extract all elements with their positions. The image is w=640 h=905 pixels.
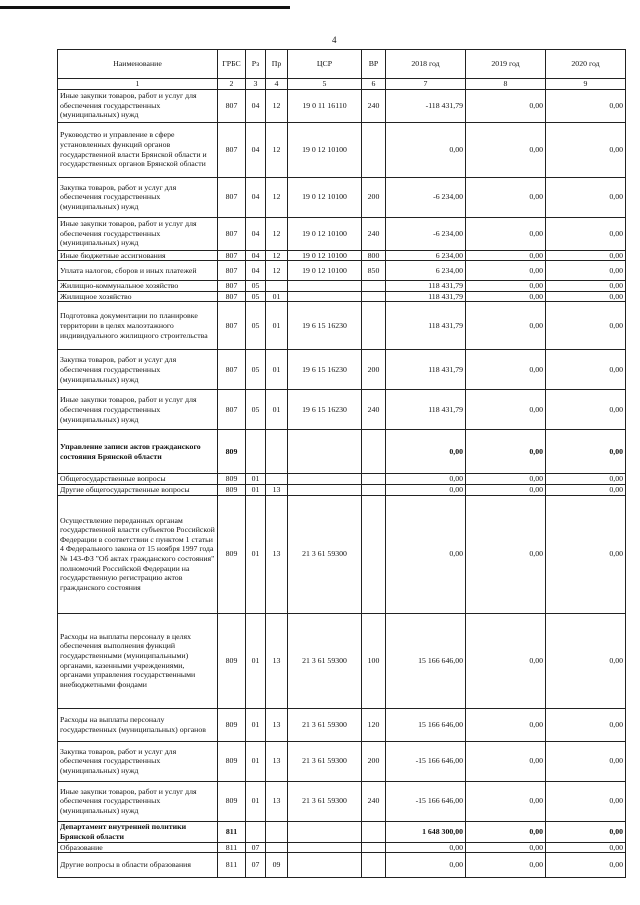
cell-y2019: 0,00 bbox=[466, 350, 546, 390]
cell-csr: 19 6 15 16230 bbox=[288, 390, 362, 430]
table-row bbox=[58, 613, 626, 708]
cell-y2018: 6 234,00 bbox=[386, 250, 466, 261]
cell-y2020: 0,00 bbox=[546, 350, 626, 390]
cell-rz: 07 bbox=[246, 853, 266, 878]
cell-vr bbox=[362, 291, 386, 302]
cell-name: Осуществление переданных органам государственной власти субъектов Российской Федерации в соответствии с пунктом 1 статьи 4 Федерального закона от 15 ноября 1997 года № 143-ФЗ "Об актах гражданского состояния" полномочий Российской Федерации на государственную регистрацию актов гражданского состояния bbox=[58, 495, 218, 613]
col-header: Рз bbox=[246, 50, 266, 79]
cell-vr bbox=[362, 474, 386, 485]
cell-name: Департамент внутренней политики Брянской области bbox=[58, 821, 218, 842]
cell-y2018: 0,00 bbox=[386, 495, 466, 613]
cell-pr: 12 bbox=[266, 177, 288, 217]
cell-csr bbox=[288, 430, 362, 474]
cell-grbs: 807 bbox=[218, 217, 246, 250]
cell-y2020: 0,00 bbox=[546, 281, 626, 292]
cell-y2018: 118 431,79 bbox=[386, 291, 466, 302]
cell-vr bbox=[362, 821, 386, 842]
cell-csr: 19 0 12 10100 bbox=[288, 122, 362, 177]
cell-csr bbox=[288, 281, 362, 292]
cell-vr bbox=[362, 842, 386, 853]
index-cell: 8 bbox=[466, 79, 546, 90]
cell-grbs: 809 bbox=[218, 708, 246, 741]
cell-y2019: 0,00 bbox=[466, 291, 546, 302]
cell-vr: 200 bbox=[362, 741, 386, 781]
index-cell: 7 bbox=[386, 79, 466, 90]
cell-y2019: 0,00 bbox=[466, 474, 546, 485]
cell-y2019: 0,00 bbox=[466, 177, 546, 217]
cell-y2020: 0,00 bbox=[546, 708, 626, 741]
index-cell: 6 bbox=[362, 79, 386, 90]
cell-name: Закупка товаров, работ и услуг для обеспечения государственных (муниципальных) нужд bbox=[58, 350, 218, 390]
cell-rz: 05 bbox=[246, 281, 266, 292]
cell-csr: 21 3 61 59300 bbox=[288, 613, 362, 708]
cell-csr bbox=[288, 842, 362, 853]
cell-name: Жилищно-коммунальное хозяйство bbox=[58, 281, 218, 292]
cell-y2019: 0,00 bbox=[466, 217, 546, 250]
cell-y2018: 15 166 646,00 bbox=[386, 613, 466, 708]
cell-y2020: 0,00 bbox=[546, 302, 626, 350]
cell-grbs: 811 bbox=[218, 821, 246, 842]
cell-pr: 13 bbox=[266, 495, 288, 613]
cell-grbs: 809 bbox=[218, 474, 246, 485]
cell-name: Образование bbox=[58, 842, 218, 853]
cell-y2019: 0,00 bbox=[466, 781, 546, 821]
cell-name: Закупка товаров, работ и услуг для обеспечения государственных (муниципальных) нужд bbox=[58, 177, 218, 217]
cell-vr bbox=[362, 495, 386, 613]
cell-y2018: 118 431,79 bbox=[386, 390, 466, 430]
cell-name: Расходы на выплаты персоналу государственных (муниципальных) органов bbox=[58, 708, 218, 741]
cell-grbs: 811 bbox=[218, 842, 246, 853]
cell-y2019: 0,00 bbox=[466, 821, 546, 842]
cell-csr bbox=[288, 821, 362, 842]
cell-y2020: 0,00 bbox=[546, 261, 626, 281]
col-header: 2019 год bbox=[466, 50, 546, 79]
index-row bbox=[58, 79, 626, 90]
table-row bbox=[58, 474, 626, 485]
cell-pr: 01 bbox=[266, 390, 288, 430]
table-row bbox=[58, 177, 626, 217]
cell-y2018: 0,00 bbox=[386, 853, 466, 878]
cell-y2020: 0,00 bbox=[546, 250, 626, 261]
table-row bbox=[58, 281, 626, 292]
cell-y2020: 0,00 bbox=[546, 217, 626, 250]
index-cell: 2 bbox=[218, 79, 246, 90]
budget-table bbox=[57, 49, 626, 878]
cell-name: Руководство и управление в сфере установленных функций органов государственной власти Брянской области и государственных органов Брянской области bbox=[58, 122, 218, 177]
cell-name: Управление записи актов гражданского состояния Брянской области bbox=[58, 430, 218, 474]
table-row bbox=[58, 250, 626, 261]
table-row bbox=[58, 122, 626, 177]
cell-vr bbox=[362, 281, 386, 292]
cell-y2018: -15 166 646,00 bbox=[386, 741, 466, 781]
cell-grbs: 809 bbox=[218, 741, 246, 781]
cell-y2018: 0,00 bbox=[386, 122, 466, 177]
cell-rz: 05 bbox=[246, 302, 266, 350]
cell-y2018: 0,00 bbox=[386, 484, 466, 495]
cell-csr: 21 3 61 59300 bbox=[288, 708, 362, 741]
cell-y2018: 118 431,79 bbox=[386, 302, 466, 350]
col-header: Наименование bbox=[58, 50, 218, 79]
cell-name: Жилищное хозяйство bbox=[58, 291, 218, 302]
cell-y2018: 118 431,79 bbox=[386, 281, 466, 292]
index-cell: 4 bbox=[266, 79, 288, 90]
cell-vr bbox=[362, 853, 386, 878]
cell-grbs: 807 bbox=[218, 291, 246, 302]
cell-pr: 13 bbox=[266, 781, 288, 821]
cell-grbs: 809 bbox=[218, 781, 246, 821]
cell-pr bbox=[266, 842, 288, 853]
cell-csr: 19 0 12 10100 bbox=[288, 261, 362, 281]
cell-y2020: 0,00 bbox=[546, 291, 626, 302]
col-header: ЦСР bbox=[288, 50, 362, 79]
cell-y2020: 0,00 bbox=[546, 177, 626, 217]
header-row bbox=[58, 50, 626, 79]
cell-vr: 850 bbox=[362, 261, 386, 281]
table-row bbox=[58, 842, 626, 853]
cell-y2018: 0,00 bbox=[386, 474, 466, 485]
cell-rz: 05 bbox=[246, 350, 266, 390]
cell-rz bbox=[246, 821, 266, 842]
cell-grbs: 807 bbox=[218, 390, 246, 430]
cell-name: Другие вопросы в области образования bbox=[58, 853, 218, 878]
top-rule bbox=[0, 6, 290, 9]
cell-rz: 04 bbox=[246, 177, 266, 217]
cell-csr: 21 3 61 59300 bbox=[288, 495, 362, 613]
cell-pr bbox=[266, 430, 288, 474]
cell-vr: 240 bbox=[362, 390, 386, 430]
cell-y2020: 0,00 bbox=[546, 821, 626, 842]
cell-grbs: 809 bbox=[218, 495, 246, 613]
col-header: Пр bbox=[266, 50, 288, 79]
cell-y2018: -118 431,79 bbox=[386, 89, 466, 122]
table-row bbox=[58, 302, 626, 350]
cell-y2020: 0,00 bbox=[546, 853, 626, 878]
cell-y2018: 0,00 bbox=[386, 842, 466, 853]
cell-rz: 01 bbox=[246, 495, 266, 613]
cell-pr: 12 bbox=[266, 261, 288, 281]
cell-name: Подготовка документации по планировке территории в целях малоэтажного индивидуального жилищного строительства bbox=[58, 302, 218, 350]
cell-vr: 100 bbox=[362, 613, 386, 708]
table-row bbox=[58, 495, 626, 613]
cell-y2019: 0,00 bbox=[466, 122, 546, 177]
cell-name: Другие общегосударственные вопросы bbox=[58, 484, 218, 495]
cell-pr: 12 bbox=[266, 122, 288, 177]
cell-grbs: 807 bbox=[218, 122, 246, 177]
table-row bbox=[58, 781, 626, 821]
cell-pr bbox=[266, 821, 288, 842]
cell-pr bbox=[266, 474, 288, 485]
table-row bbox=[58, 261, 626, 281]
cell-y2018: 0,00 bbox=[386, 430, 466, 474]
cell-y2019: 0,00 bbox=[466, 281, 546, 292]
table-row bbox=[58, 390, 626, 430]
cell-name: Иные закупки товаров, работ и услуг для обеспечения государственных (муниципальных) нужд bbox=[58, 781, 218, 821]
cell-pr: 12 bbox=[266, 89, 288, 122]
cell-csr: 19 0 12 10100 bbox=[288, 177, 362, 217]
cell-y2020: 0,00 bbox=[546, 122, 626, 177]
cell-y2020: 0,00 bbox=[546, 390, 626, 430]
cell-y2020: 0,00 bbox=[546, 430, 626, 474]
cell-vr bbox=[362, 484, 386, 495]
cell-vr bbox=[362, 302, 386, 350]
cell-y2019: 0,00 bbox=[466, 89, 546, 122]
cell-vr: 240 bbox=[362, 781, 386, 821]
cell-rz: 01 bbox=[246, 474, 266, 485]
cell-rz: 05 bbox=[246, 390, 266, 430]
cell-name: Уплата налогов, сборов и иных платежей bbox=[58, 261, 218, 281]
cell-y2019: 0,00 bbox=[466, 390, 546, 430]
cell-vr bbox=[362, 430, 386, 474]
cell-vr bbox=[362, 122, 386, 177]
cell-csr: 19 6 15 16230 bbox=[288, 350, 362, 390]
cell-y2019: 0,00 bbox=[466, 250, 546, 261]
cell-grbs: 811 bbox=[218, 853, 246, 878]
cell-vr: 800 bbox=[362, 250, 386, 261]
cell-pr: 13 bbox=[266, 741, 288, 781]
table-row bbox=[58, 350, 626, 390]
cell-grbs: 807 bbox=[218, 281, 246, 292]
cell-y2018: -6 234,00 bbox=[386, 177, 466, 217]
cell-y2019: 0,00 bbox=[466, 853, 546, 878]
cell-pr: 12 bbox=[266, 217, 288, 250]
cell-rz: 04 bbox=[246, 217, 266, 250]
col-header: 2020 год bbox=[546, 50, 626, 79]
cell-name: Иные закупки товаров, работ и услуг для обеспечения государственных (муниципальных) нужд bbox=[58, 217, 218, 250]
cell-grbs: 807 bbox=[218, 302, 246, 350]
cell-pr: 13 bbox=[266, 708, 288, 741]
cell-rz: 01 bbox=[246, 781, 266, 821]
cell-csr bbox=[288, 853, 362, 878]
cell-name: Иные закупки товаров, работ и услуг для обеспечения государственных (муниципальных) нужд bbox=[58, 89, 218, 122]
page-number: 4 bbox=[332, 35, 337, 45]
index-cell: 3 bbox=[246, 79, 266, 90]
cell-y2019: 0,00 bbox=[466, 302, 546, 350]
cell-csr: 19 6 15 16230 bbox=[288, 302, 362, 350]
cell-csr: 19 0 11 16110 bbox=[288, 89, 362, 122]
table-row bbox=[58, 708, 626, 741]
cell-vr: 240 bbox=[362, 217, 386, 250]
col-header: 2018 год bbox=[386, 50, 466, 79]
cell-y2020: 0,00 bbox=[546, 484, 626, 495]
cell-y2019: 0,00 bbox=[466, 495, 546, 613]
cell-y2020: 0,00 bbox=[546, 842, 626, 853]
cell-y2019: 0,00 bbox=[466, 741, 546, 781]
cell-grbs: 807 bbox=[218, 261, 246, 281]
cell-y2019: 0,00 bbox=[466, 261, 546, 281]
cell-pr: 01 bbox=[266, 302, 288, 350]
cell-rz: 04 bbox=[246, 250, 266, 261]
index-cell: 9 bbox=[546, 79, 626, 90]
cell-csr: 19 0 12 10100 bbox=[288, 217, 362, 250]
table-row bbox=[58, 821, 626, 842]
cell-csr: 19 0 12 10100 bbox=[288, 250, 362, 261]
cell-rz: 05 bbox=[246, 291, 266, 302]
cell-csr: 21 3 61 59300 bbox=[288, 781, 362, 821]
cell-pr: 13 bbox=[266, 484, 288, 495]
cell-grbs: 809 bbox=[218, 430, 246, 474]
cell-y2018: -6 234,00 bbox=[386, 217, 466, 250]
cell-grbs: 807 bbox=[218, 177, 246, 217]
table-row bbox=[58, 89, 626, 122]
cell-y2020: 0,00 bbox=[546, 89, 626, 122]
cell-rz: 04 bbox=[246, 261, 266, 281]
cell-vr: 200 bbox=[362, 350, 386, 390]
cell-vr: 240 bbox=[362, 89, 386, 122]
cell-pr: 13 bbox=[266, 613, 288, 708]
cell-csr: 21 3 61 59300 bbox=[288, 741, 362, 781]
cell-y2020: 0,00 bbox=[546, 781, 626, 821]
cell-y2018: -15 166 646,00 bbox=[386, 781, 466, 821]
cell-grbs: 807 bbox=[218, 89, 246, 122]
cell-rz: 01 bbox=[246, 741, 266, 781]
cell-y2018: 1 648 300,00 bbox=[386, 821, 466, 842]
cell-y2019: 0,00 bbox=[466, 484, 546, 495]
cell-y2019: 0,00 bbox=[466, 708, 546, 741]
cell-grbs: 807 bbox=[218, 250, 246, 261]
cell-name: Иные закупки товаров, работ и услуг для обеспечения государственных (муниципальных) нужд bbox=[58, 390, 218, 430]
cell-pr: 01 bbox=[266, 291, 288, 302]
cell-grbs: 809 bbox=[218, 484, 246, 495]
index-cell: 1 bbox=[58, 79, 218, 90]
cell-rz: 01 bbox=[246, 484, 266, 495]
cell-pr: 09 bbox=[266, 853, 288, 878]
cell-grbs: 809 bbox=[218, 613, 246, 708]
table-row bbox=[58, 430, 626, 474]
index-cell: 5 bbox=[288, 79, 362, 90]
cell-y2020: 0,00 bbox=[546, 613, 626, 708]
table-row bbox=[58, 291, 626, 302]
cell-y2020: 0,00 bbox=[546, 474, 626, 485]
table-row bbox=[58, 484, 626, 495]
cell-csr bbox=[288, 484, 362, 495]
table-row bbox=[58, 217, 626, 250]
cell-y2019: 0,00 bbox=[466, 430, 546, 474]
cell-rz: 01 bbox=[246, 708, 266, 741]
cell-name: Расходы на выплаты персоналу в целях обеспечения выполнения функций государственными (муниципальными) органами, казенными учреждениями, органами управления государственными внебюджетными фондами bbox=[58, 613, 218, 708]
cell-vr: 120 bbox=[362, 708, 386, 741]
cell-csr bbox=[288, 291, 362, 302]
cell-pr: 01 bbox=[266, 350, 288, 390]
cell-y2020: 0,00 bbox=[546, 495, 626, 613]
cell-y2020: 0,00 bbox=[546, 741, 626, 781]
cell-y2019: 0,00 bbox=[466, 613, 546, 708]
cell-rz: 01 bbox=[246, 613, 266, 708]
cell-y2018: 6 234,00 bbox=[386, 261, 466, 281]
cell-y2019: 0,00 bbox=[466, 842, 546, 853]
cell-pr: 12 bbox=[266, 250, 288, 261]
cell-name: Общегосударственные вопросы bbox=[58, 474, 218, 485]
cell-rz: 07 bbox=[246, 842, 266, 853]
cell-name: Закупка товаров, работ и услуг для обеспечения государственных (муниципальных) нужд bbox=[58, 741, 218, 781]
cell-pr bbox=[266, 281, 288, 292]
cell-name: Иные бюджетные ассигнования bbox=[58, 250, 218, 261]
col-header: ГРБС bbox=[218, 50, 246, 79]
cell-rz: 04 bbox=[246, 122, 266, 177]
cell-y2018: 15 166 646,00 bbox=[386, 708, 466, 741]
col-header: ВР bbox=[362, 50, 386, 79]
table-row bbox=[58, 741, 626, 781]
cell-csr bbox=[288, 474, 362, 485]
cell-rz: 04 bbox=[246, 89, 266, 122]
table-row bbox=[58, 853, 626, 878]
cell-vr: 200 bbox=[362, 177, 386, 217]
cell-grbs: 807 bbox=[218, 350, 246, 390]
cell-rz bbox=[246, 430, 266, 474]
cell-y2018: 118 431,79 bbox=[386, 350, 466, 390]
